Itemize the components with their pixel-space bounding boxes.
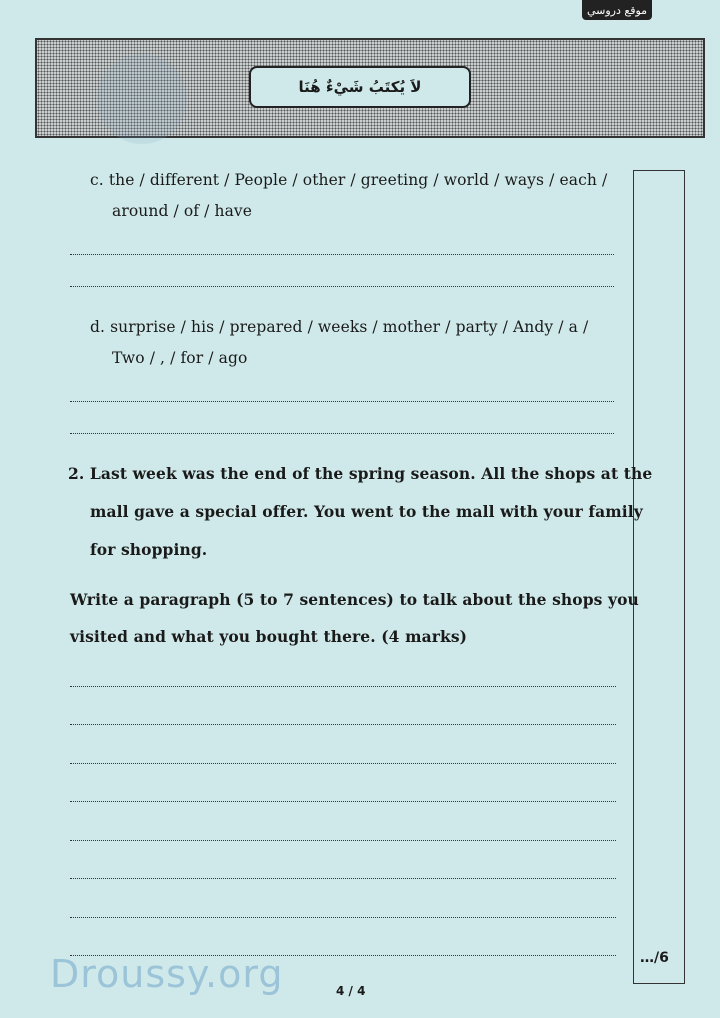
question-d-line-1: d. surprise / his / prepared / weeks / mother / party / Andy / a / xyxy=(90,318,589,336)
question-c-line-2: around / of / have xyxy=(112,202,253,220)
answer-line[interactable] xyxy=(70,801,616,802)
header-band xyxy=(35,38,705,138)
answer-line[interactable] xyxy=(70,433,614,434)
writing-prompt-line-3: for shopping. xyxy=(90,540,208,559)
answer-line[interactable] xyxy=(70,763,616,764)
answer-line[interactable] xyxy=(70,840,616,841)
site-badge: موقع دروسي xyxy=(582,0,652,20)
writing-prompt-line-1: 2. Last week was the end of the spring season. All the shops at the xyxy=(68,464,653,483)
question-c-line-1: c. the / different / People / other / greeting / world / ways / each / xyxy=(90,171,608,189)
answer-line[interactable] xyxy=(70,401,614,402)
watermark: Droussy.org xyxy=(50,952,284,996)
no-write-notice: لاَ يُكتَبُ شَيْءٌ هُنَا xyxy=(249,66,471,108)
logo-icon xyxy=(97,54,187,144)
answer-line[interactable] xyxy=(70,724,616,725)
writing-task-line-2: visited and what you bought there. (4 marks) xyxy=(70,627,468,646)
marks-column xyxy=(633,170,685,984)
score-label: …/6 xyxy=(640,950,669,966)
answer-line[interactable] xyxy=(70,286,614,287)
answer-line[interactable] xyxy=(70,878,616,879)
page-number: 4 / 4 xyxy=(336,984,366,998)
question-d-line-2: Two / , / for / ago xyxy=(112,349,248,367)
answer-line[interactable] xyxy=(70,686,616,687)
answer-line[interactable] xyxy=(70,917,616,918)
writing-task-line-1: Write a paragraph (5 to 7 sentences) to talk about the shops you xyxy=(70,590,639,609)
answer-line[interactable] xyxy=(70,254,614,255)
writing-prompt-line-2: mall gave a special offer. You went to the mall with your family xyxy=(90,502,643,521)
